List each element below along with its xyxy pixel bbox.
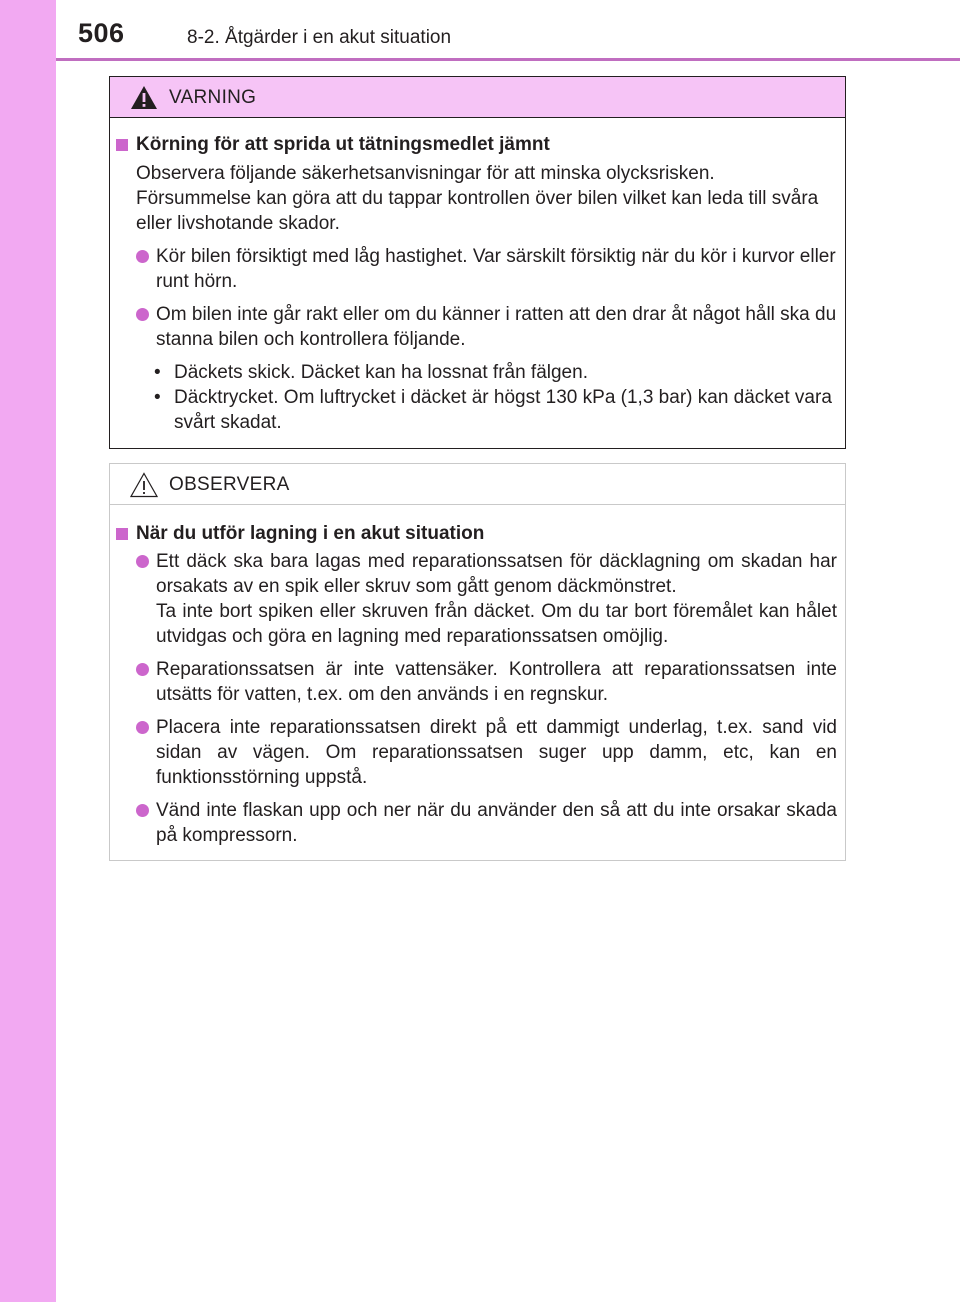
- note-bullet: [110, 798, 845, 848]
- square-bullet-icon: [116, 528, 128, 540]
- warning-bullet: [110, 302, 845, 352]
- note-bullet: [110, 657, 845, 707]
- warning-heading: [110, 132, 845, 157]
- caution-outline-icon: [130, 472, 158, 498]
- note-box: [109, 463, 846, 861]
- warning-box: [109, 76, 846, 449]
- page-number: 506: [78, 18, 125, 48]
- note-header: [110, 464, 845, 505]
- warning-triangle-icon: [130, 85, 158, 110]
- header-divider: [56, 58, 960, 61]
- round-bullet-icon: [136, 555, 149, 568]
- note-bullet-text: Vänd inte flaskan upp och ner när du använder den så att du inte orsakar skada på kompressorn.: [156, 800, 837, 846]
- warning-bullet-text: Kör bilen försiktigt med låg hastighet. Var särskilt försiktig när du kör i kurvor eller runt hörn.: [156, 246, 836, 292]
- warning-bullet: [110, 244, 845, 294]
- page-header: [56, 0, 960, 62]
- warning-heading-text: Körning för att sprida ut tätningsmedlet jämnt: [136, 134, 550, 155]
- round-bullet-icon: [136, 804, 149, 817]
- warning-check-item: [110, 360, 845, 385]
- round-bullet-icon: [136, 663, 149, 676]
- warning-bullet-text: Om bilen inte går rakt eller om du känner i ratten att den drar åt något håll ska du stanna bilen och kontrollera följande.: [156, 304, 837, 350]
- note-content: [110, 521, 845, 848]
- note-bullet-text: Reparationssatsen är inte vattensäker. Kontrollera att reparationssatsen inte utsätts för vatten, t.ex. om den används i en regnskur.: [156, 659, 837, 705]
- note-heading: [110, 521, 845, 546]
- section-title: 8-2. Åtgärder i en akut situation: [187, 27, 452, 48]
- note-label: OBSERVERA: [169, 474, 290, 495]
- warning-header: [110, 77, 845, 118]
- note-bullet: [110, 715, 845, 790]
- warning-check-item: [110, 385, 845, 435]
- round-bullet-icon: [136, 308, 149, 321]
- dot-bullet-icon: •: [154, 387, 161, 408]
- page-side-tab: [0, 0, 56, 1302]
- round-bullet-icon: [136, 721, 149, 734]
- round-bullet-icon: [136, 250, 149, 263]
- warning-check-text: Däcktrycket. Om luftrycket i däcket är högst 130 kPa (1,3 bar) kan däcket vara svårt skadat.: [174, 387, 832, 433]
- note-bullet: [110, 549, 845, 649]
- note-heading-text: När du utför lagning i en akut situation: [136, 523, 485, 544]
- dot-bullet-icon: •: [154, 362, 161, 383]
- square-bullet-icon: [116, 139, 128, 151]
- warning-intro: Observera följande säkerhetsanvisningar för att minska olycksrisken. Försummelse kan göra att du tappar kontrollen över bilen vilket kan leda till svåra eller livshotande skador.: [136, 163, 819, 234]
- note-bullet-text: Ett däck ska bara lagas med reparationssatsen för däcklagning om skadan har orsakats av en spik eller skruv som gått genom däckmönstret.: [156, 551, 837, 597]
- note-bullet-extra: Ta inte bort spiken eller skruven från däcket. Om du tar bort föremålet kan hålet utvidgas och göra en lagning med reparationssatsen omöjlig.: [156, 601, 837, 647]
- warning-check-list: [110, 360, 845, 435]
- warning-check-text: Däckets skick. Däcket kan ha lossnat från fälgen.: [174, 362, 588, 383]
- note-bullet-text: Placera inte reparationssatsen direkt på ett dammigt underlag, t.ex. sand vid sidan av vägen. Om reparationssatsen suger upp damm, etc, kan en funktionsstörning uppstå.: [156, 717, 837, 788]
- warning-content: [110, 132, 845, 435]
- warning-label: VARNING: [169, 87, 257, 108]
